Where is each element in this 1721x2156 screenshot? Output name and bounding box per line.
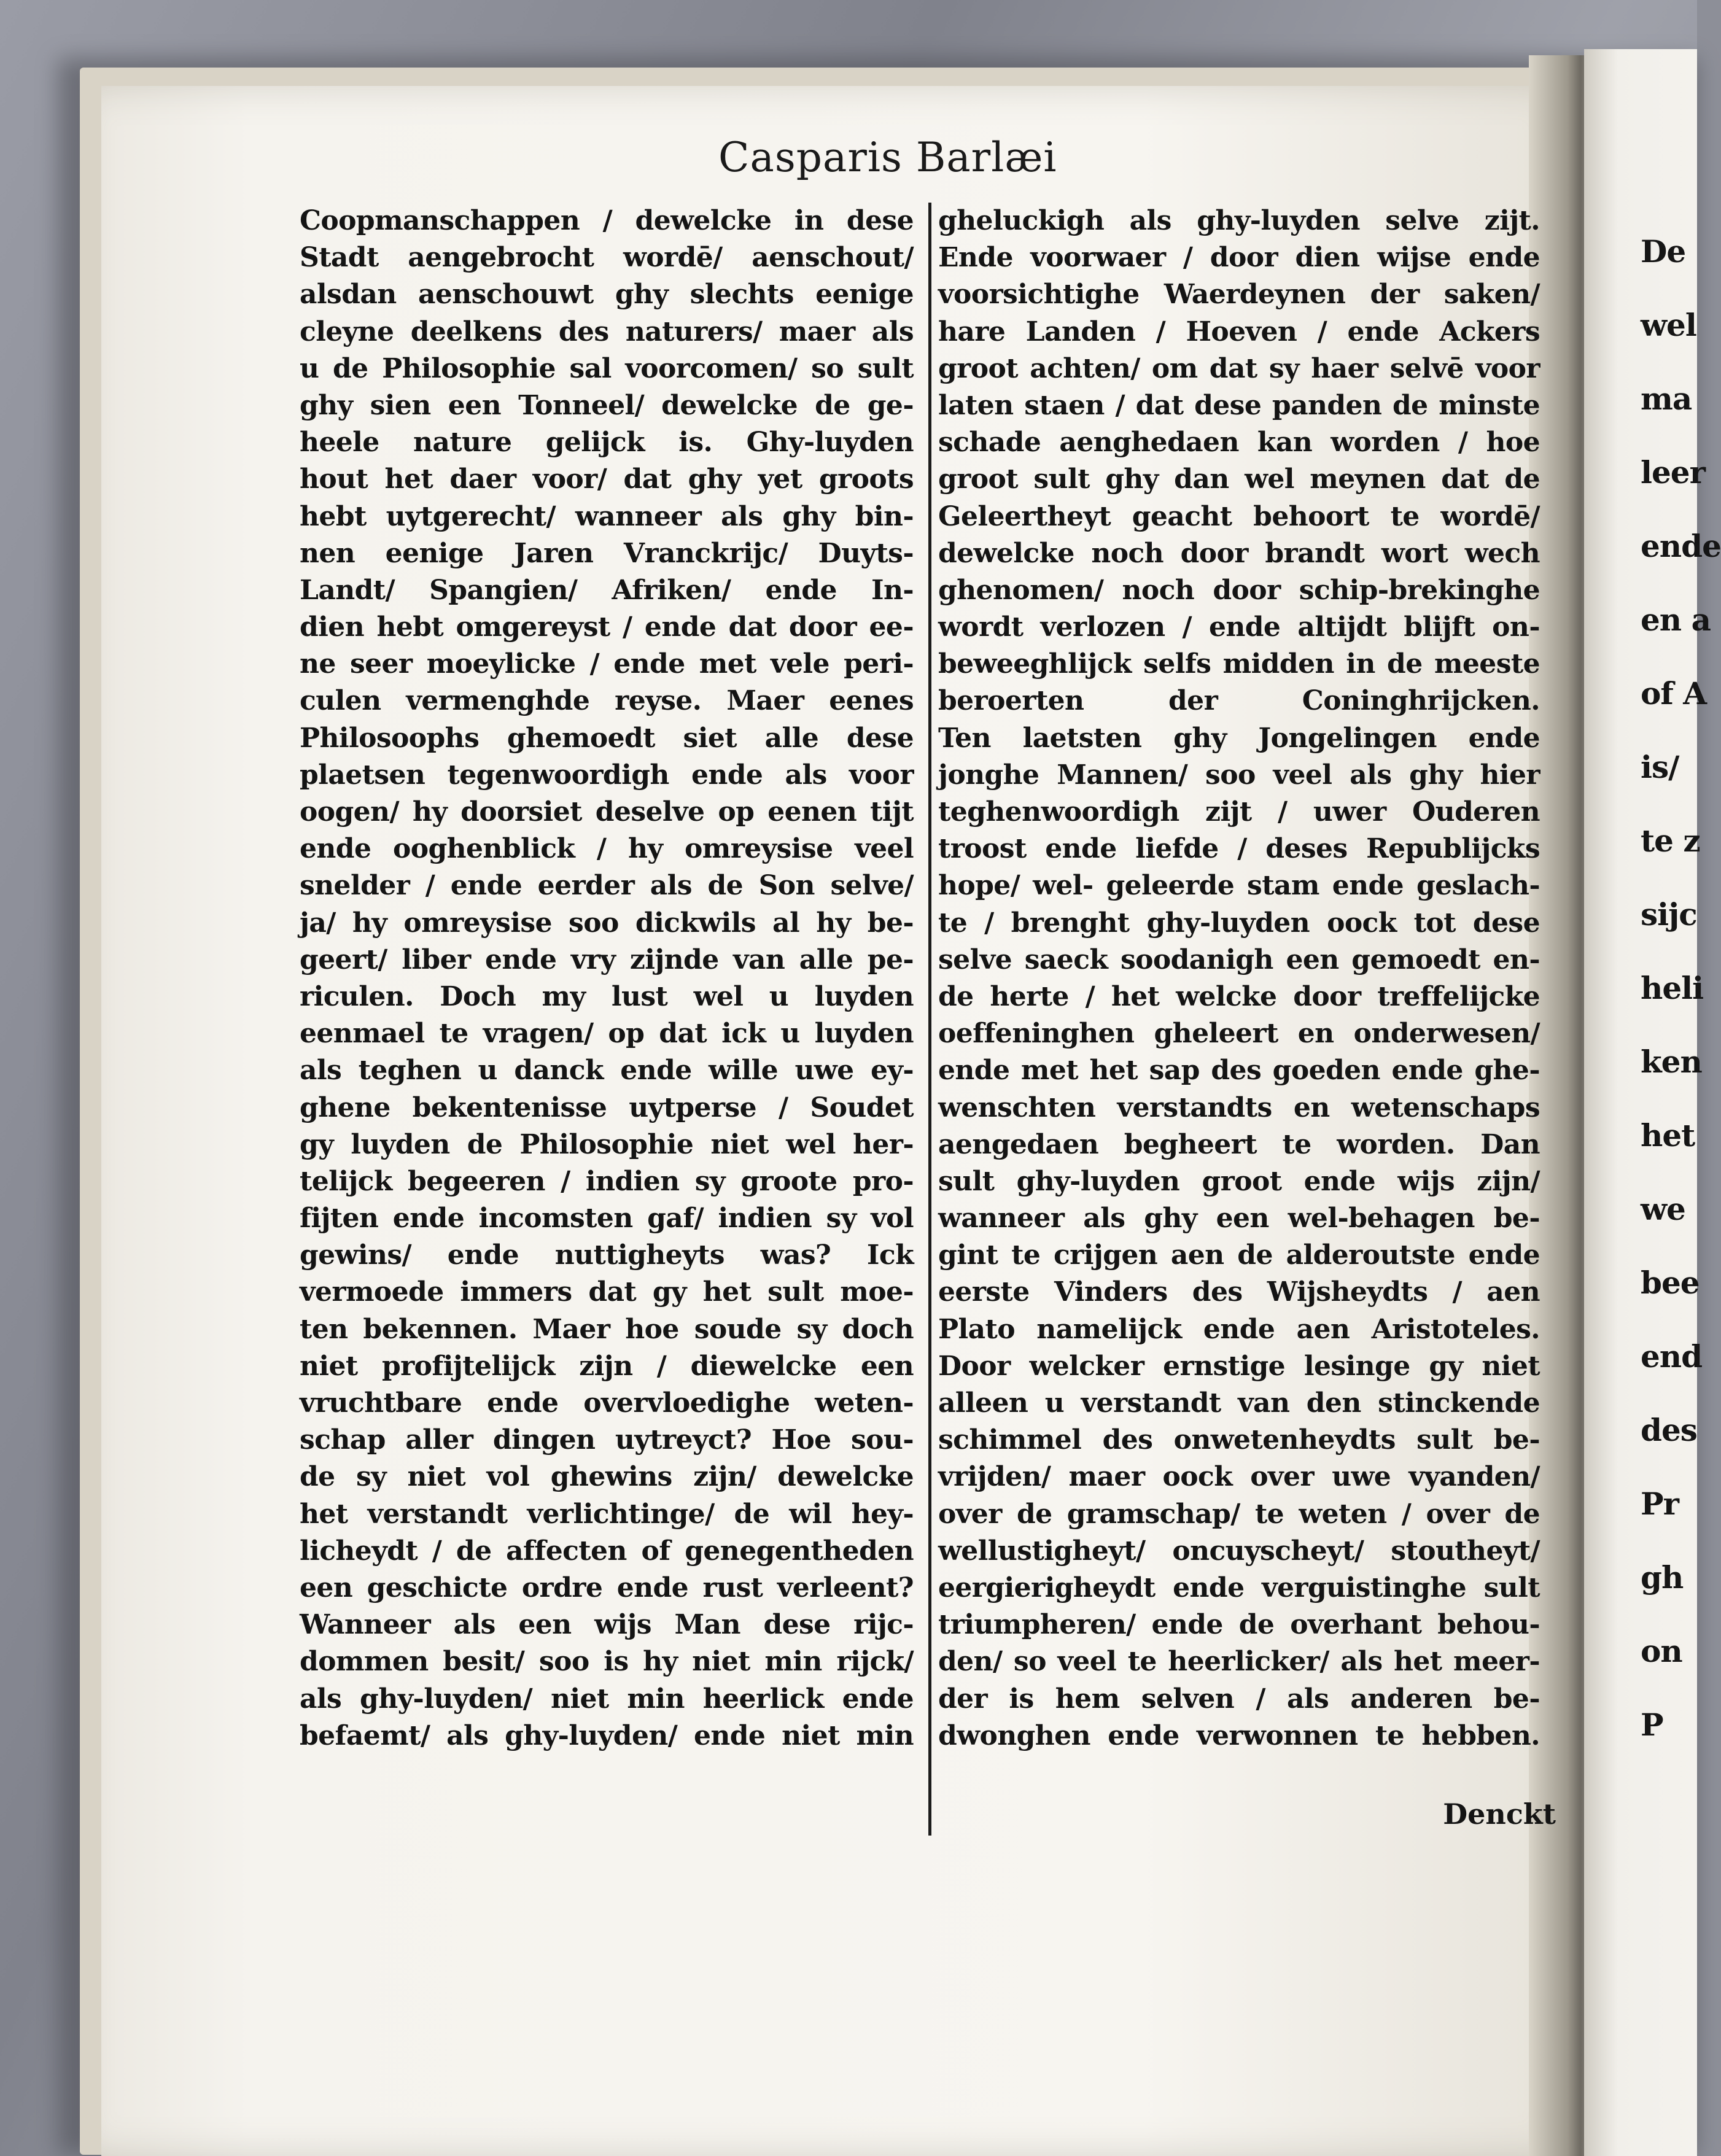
facing-page-fragment: De bbox=[1641, 233, 1686, 270]
text-line: Ende voorwaer / door dien wijse ende bbox=[938, 242, 1540, 274]
text-line: Landt/ Spangien/ Afriken/ ende In- bbox=[300, 574, 914, 606]
column-divider-rule bbox=[928, 203, 931, 1836]
text-line: te / brenght ghy-luyden oock tot dese bbox=[938, 907, 1540, 939]
text-line: Ten laetsten ghy Jongelingen ende bbox=[938, 722, 1540, 754]
text-line: heele nature gelijck is. Ghy-luyden bbox=[300, 427, 914, 459]
text-line: befaemt/ als ghy-luyden/ ende niet min bbox=[300, 1720, 914, 1751]
text-line: als ghy-luyden/ niet min heerlick ende bbox=[300, 1683, 914, 1715]
text-line: beweeghlijck selfs midden in de meeste bbox=[938, 648, 1540, 680]
facing-page-fragment: P bbox=[1641, 1707, 1663, 1743]
catchword: Denckt bbox=[1443, 1797, 1556, 1831]
facing-page-fragment: leer bbox=[1641, 454, 1705, 491]
left-text-column bbox=[300, 203, 914, 1755]
text-line: dewelcke noch door brandt wort wech bbox=[938, 537, 1540, 569]
facing-page-fragment: ende bbox=[1641, 528, 1721, 564]
facing-page-fragment: te z bbox=[1641, 823, 1700, 859]
text-line: Coopmanschappen / dewelcke in dese bbox=[300, 205, 914, 236]
text-line: hope/ wel- geleerde stam ende geslach- bbox=[938, 870, 1540, 902]
text-line: als teghen u danck ende wille uwe ey- bbox=[300, 1055, 914, 1087]
text-line: snelder / ende eerder als de Son selve/ bbox=[300, 870, 914, 902]
text-line: het verstandt verlichtinge/ de wil hey- bbox=[300, 1498, 914, 1530]
facing-page-fragment: end bbox=[1641, 1338, 1703, 1375]
text-line: riculen. Doch my lust wel u luyden bbox=[300, 980, 914, 1012]
text-line: oeffeninghen gheleert en onderwesen/ bbox=[938, 1018, 1540, 1050]
facing-page-fragment: of A bbox=[1641, 675, 1707, 712]
text-line: dommen besit/ soo is hy niet min rijck/ bbox=[300, 1646, 914, 1678]
text-line: ghy sien een Tonneel/ dewelcke de ge- bbox=[300, 389, 914, 421]
text-line: den/ so veel te heerlicker/ als het meer- bbox=[938, 1646, 1540, 1678]
text-line: culen vermenghde reyse. Maer eenes bbox=[300, 685, 914, 717]
text-line: eerste Vinders des Wijsheydts / aen bbox=[938, 1276, 1540, 1308]
text-line: ghene bekentenisse uytperse / Soudet bbox=[300, 1092, 914, 1123]
text-line: dwonghen ende verwonnen te hebben. bbox=[938, 1720, 1540, 1751]
text-line: laten staen / dat dese panden de minste bbox=[938, 389, 1540, 421]
text-line: schimmel des onwetenheydts sult be- bbox=[938, 1424, 1540, 1456]
text-line: wanneer als ghy een wel-behagen be- bbox=[938, 1203, 1540, 1235]
text-line: teghenwoordigh zijt / uwer Ouderen bbox=[938, 796, 1540, 828]
text-line: gheluckigh als ghy-luyden selve zijt. bbox=[938, 205, 1540, 236]
text-line: nen eenige Jaren Vranckrijc/ Duyts- bbox=[300, 537, 914, 569]
facing-page-fragment: het bbox=[1641, 1117, 1695, 1154]
text-line: fijten ende incomsten gaf/ indien sy vol bbox=[300, 1203, 914, 1235]
text-line: wordt verlozen / ende altijdt blijft on- bbox=[938, 611, 1540, 643]
text-line: vruchtbare ende overvloedighe weten- bbox=[300, 1387, 914, 1419]
text-line: gy luyden de Philosophie niet wel her- bbox=[300, 1128, 914, 1160]
text-line: aengedaen begheert te worden. Dan bbox=[938, 1128, 1540, 1160]
text-line: ne seer moeylicke / ende met vele peri- bbox=[300, 648, 914, 680]
text-line: hout het daer voor/ dat ghy yet groots bbox=[300, 463, 914, 495]
text-line: Door welcker ernstige lesinge gy niet bbox=[938, 1350, 1540, 1382]
text-line: voorsichtighe Waerdeynen der saken/ bbox=[938, 279, 1540, 311]
text-line: wenschten verstandts en wetenschaps bbox=[938, 1092, 1540, 1123]
text-line: vermoede immers dat gy het sult moe- bbox=[300, 1276, 914, 1308]
facing-page-fragment: bee bbox=[1641, 1265, 1700, 1301]
facing-page-fragment: gh bbox=[1641, 1559, 1684, 1596]
facing-page-fragment: on bbox=[1641, 1633, 1682, 1669]
text-line: jonghe Mannen/ soo veel als ghy hier bbox=[938, 759, 1540, 791]
facing-page-fragment: is/ bbox=[1641, 749, 1679, 785]
facing-page-fragment: ma bbox=[1641, 381, 1692, 417]
text-line: Plato namelijck ende aen Aristoteles. bbox=[938, 1313, 1540, 1345]
text-line: dien hebt omgereyst / ende dat door ee- bbox=[300, 611, 914, 643]
running-head: Casparis Barlæi bbox=[718, 134, 1057, 181]
text-line: alleen u verstandt van den stinckende bbox=[938, 1387, 1540, 1419]
text-line: ende met het sap des goeden ende ghe- bbox=[938, 1055, 1540, 1087]
facing-page-fragment: heli bbox=[1641, 970, 1704, 1006]
text-line: sult ghy-luyden groot ende wijs zijn/ bbox=[938, 1165, 1540, 1197]
text-line: Stadt aengebrocht wordē/ aenschout/ bbox=[300, 242, 914, 274]
text-line: oogen/ hy doorsiet deselve op eenen tijt bbox=[300, 796, 914, 828]
text-line: licheydt / de affecten of genegentheden bbox=[300, 1535, 914, 1567]
text-line: niet profijtelijck zijn / diewelcke een bbox=[300, 1350, 914, 1382]
text-line: Geleertheyt geacht behoort te wordē/ bbox=[938, 500, 1540, 532]
text-line: schade aenghedaen kan worden / hoe bbox=[938, 427, 1540, 459]
text-line: triumpheren/ ende de overhant behou- bbox=[938, 1609, 1540, 1641]
text-line: de sy niet vol ghewins zijn/ dewelcke bbox=[300, 1461, 914, 1493]
text-line: alsdan aenschouwt ghy slechts eenige bbox=[300, 279, 914, 311]
text-line: hare Landen / Hoeven / ende Ackers bbox=[938, 316, 1540, 347]
text-line: ende ooghenblick / hy omreysise veel bbox=[300, 833, 914, 865]
facing-page-fragment: des bbox=[1641, 1412, 1697, 1448]
text-line: Philosoophs ghemoedt siet alle dese bbox=[300, 722, 914, 754]
text-line: eergierigheydt ende verguistinghe sult bbox=[938, 1572, 1540, 1603]
text-line: schap aller dingen uytreyct? Hoe sou- bbox=[300, 1424, 914, 1456]
facing-page-fragment: we bbox=[1641, 1191, 1685, 1227]
text-line: hebt uytgerecht/ wanneer als ghy bin- bbox=[300, 500, 914, 532]
text-line: cleyne deelkens des naturers/ maer als bbox=[300, 316, 914, 347]
text-line: beroerten der Coninghrijcken. bbox=[938, 685, 1540, 717]
text-line: u de Philosophie sal voorcomen/ so sult bbox=[300, 352, 914, 384]
text-line: selve saeck soodanigh een gemoedt en- bbox=[938, 944, 1540, 975]
text-line: ja/ hy omreysise soo dickwils al hy be- bbox=[300, 907, 914, 939]
text-line: wellustigheyt/ oncuyscheyt/ stoutheyt/ bbox=[938, 1535, 1540, 1567]
text-line: gewins/ ende nuttigheyts was? Ick bbox=[300, 1239, 914, 1271]
text-line: groot sult ghy dan wel meynen dat de bbox=[938, 463, 1540, 495]
facing-page bbox=[1584, 49, 1721, 2156]
text-line: ten bekennen. Maer hoe soude sy doch bbox=[300, 1313, 914, 1345]
facing-page-fragment: en a bbox=[1641, 602, 1711, 638]
text-line: plaetsen tegenwoordigh ende als voor bbox=[300, 759, 914, 791]
text-line: over de gramschap/ te weten / over de bbox=[938, 1498, 1540, 1530]
facing-page-fragment: Pr bbox=[1641, 1486, 1679, 1522]
text-line: der is hem selven / als anderen be- bbox=[938, 1683, 1540, 1715]
facing-page-fragment: wel bbox=[1641, 307, 1696, 343]
text-line: eenmael te vragen/ op dat ick u luyden bbox=[300, 1018, 914, 1050]
facing-page-fragment: sijc bbox=[1641, 896, 1697, 933]
text-line: gint te crijgen aen de alderoutste ende bbox=[938, 1239, 1540, 1271]
text-line: een geschicte ordre ende rust verleent? bbox=[300, 1572, 914, 1603]
text-line: troost ende liefde / deses Republijcks bbox=[938, 833, 1540, 865]
text-line: vrijden/ maer oock over uwe vyanden/ bbox=[938, 1461, 1540, 1493]
text-line: de herte / het welcke door treffelijcke bbox=[938, 980, 1540, 1012]
text-line: Wanneer als een wijs Man dese rijc- bbox=[300, 1609, 914, 1641]
text-line: ghenomen/ noch door schip-brekinghe bbox=[938, 574, 1540, 606]
text-line: geert/ liber ende vry zijnde van alle pe- bbox=[300, 944, 914, 975]
text-line: telijck begeeren / indien sy groote pro- bbox=[300, 1165, 914, 1197]
facing-page-fragment: ken bbox=[1641, 1044, 1702, 1080]
text-line: groot achten/ om dat sy haer selvē voor bbox=[938, 352, 1540, 384]
